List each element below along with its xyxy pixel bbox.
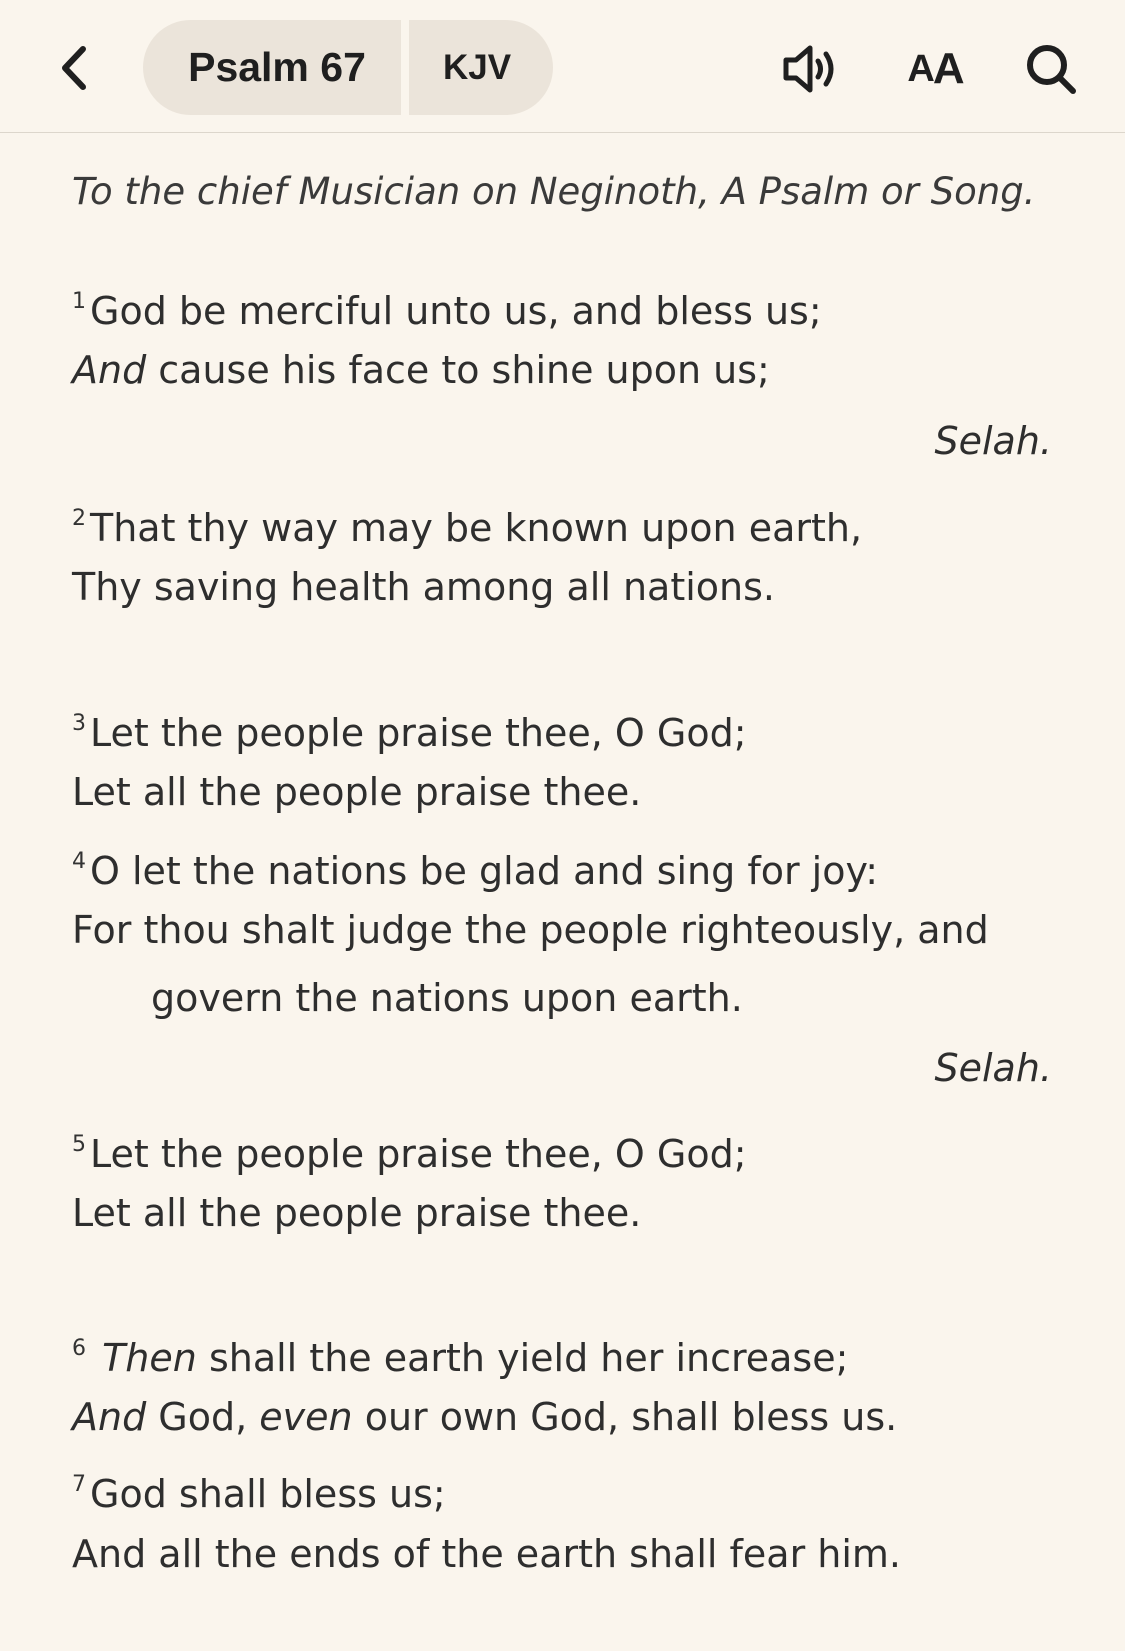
selah: Selah. [934,1046,1052,1090]
verse-2-line-2[interactable]: Thy saving health among all nations. [72,565,775,609]
selah: Selah. [934,419,1052,463]
passage-selector [143,20,553,115]
verse-number: 6 [72,1336,86,1361]
verse-6-line-2[interactable]: And God, even our own God, shall bless us. [72,1395,898,1439]
verse-7-line-2[interactable]: And all the ends of the earth shall fear him. [72,1532,902,1576]
superscription: To the chief Musician on Neginoth, A Psalm or Song. [72,170,1036,213]
font-size-small-a: A [907,47,933,90]
verse-number: 3 [72,711,86,736]
search-icon [1024,42,1078,96]
verse-number: 5 [72,1132,86,1157]
chevron-left-icon [57,43,91,93]
font-size-button[interactable] [900,38,970,100]
audio-button[interactable] [778,38,844,100]
verse-7-line-1[interactable]: $^7$ God shall bless us; [72,1472,446,1516]
verse-3-line-1[interactable]: $^3$ Let the people praise thee, O God; [72,711,747,755]
back-button[interactable] [50,38,98,98]
verse-4-line-1[interactable]: $^4$ O let the nations be glad and sing for joy: [72,849,878,893]
verse-number: 1 [72,289,86,314]
version-selector-button[interactable]: KJV [409,20,553,115]
verse-5-line-2[interactable]: Let all the people praise thee. [72,1191,642,1235]
verse-1-line-2[interactable]: And cause his face to shine upon us; [72,348,770,392]
verse-1-line-1[interactable]: $^1$ God be merciful unto us, and bless us; [72,289,822,333]
top-bar [0,0,1125,133]
pill-divider [401,20,409,115]
verse-4-line-2[interactable]: For thou shalt judge the people righteously, and [72,908,989,952]
speaker-icon [780,43,842,95]
verse-number: 2 [72,506,86,531]
verse-3-line-2[interactable]: Let all the people praise thee. [72,770,642,814]
verse-5-line-1[interactable]: $^5$ Let the people praise thee, O God; [72,1132,747,1176]
font-size-big-a: A [932,44,963,93]
verse-2-line-1[interactable]: $^2$ That thy way may be known upon earth, [72,506,863,550]
verse-number: 7 [72,1472,86,1497]
chapter-selector-button[interactable]: Psalm 67 [143,20,401,115]
verse-number: 4 [72,849,86,874]
verse-4-line-3[interactable]: govern the nations upon earth. [151,976,743,1020]
search-button[interactable] [1020,38,1082,100]
verse-6-line-1[interactable]: $^6$ Then shall the earth yield her increase; [72,1336,849,1380]
